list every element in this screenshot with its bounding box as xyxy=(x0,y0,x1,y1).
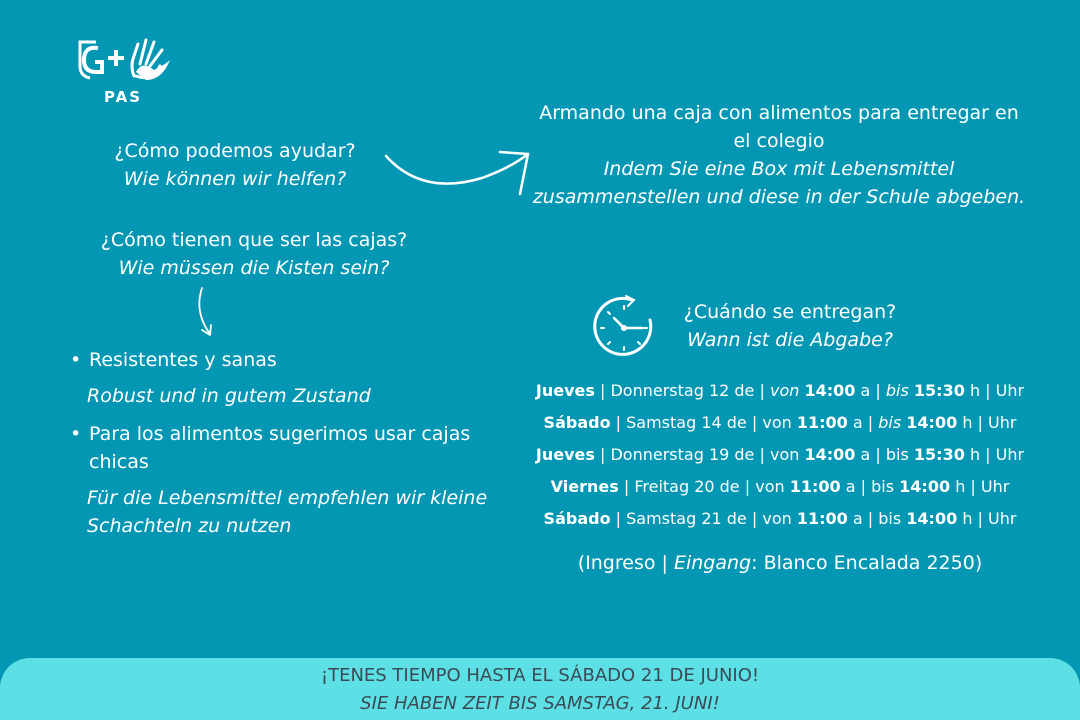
boxes-question-es: ¿Cómo tienen que ser las cajas? xyxy=(100,229,408,251)
when-question-es: ¿Cuándo se entregan? xyxy=(683,301,897,323)
deadline-es: ¡TENES TIEMPO HASTA EL SÁBADO 21 DE JUNIO! xyxy=(320,665,760,686)
requirement-de: Robust und in gutem Zustand xyxy=(87,385,371,407)
logo-subtitle: PAS xyxy=(104,88,143,106)
help-question-de: Wie können wir helfen? xyxy=(123,168,347,190)
list-item xyxy=(70,346,490,374)
when-question xyxy=(662,298,918,354)
schedule-row: Jueves | Donnerstag 19 de | von 14:00 a | bis 15:30 h | Uhr xyxy=(535,445,1025,464)
deadline-de: SIE HABEN ZEIT BIS SAMSTAG, 21. JUNI! xyxy=(360,693,720,714)
schedule-row: Viernes | Freitag 20 de | von 11:00 a | bis 14:00 h | Uhr xyxy=(550,477,1010,496)
schedule-row: Sábado | Samstag 14 de | von 11:00 a | bis 14:00 h | Uhr xyxy=(543,413,1017,432)
help-answer-de: Indem Sie eine Box mit Lebensmittel zusammenstellen und diese in der Schule abgeben. xyxy=(532,158,1026,208)
clock-icon xyxy=(592,294,656,358)
deadline-banner xyxy=(0,658,1080,720)
bullet-icon: • xyxy=(70,423,82,445)
schedule-row: Jueves | Donnerstag 12 de | von 14:00 a | bis 15:30 h | Uhr xyxy=(535,381,1025,400)
schedule-list xyxy=(525,375,1035,535)
curved-arrow-down-icon xyxy=(194,286,220,340)
requirement-es: Para los alimentos sugerimos usar cajas chicas xyxy=(89,423,471,473)
boxes-question-de: Wie müssen die Kisten sein? xyxy=(118,257,390,279)
list-item xyxy=(70,420,490,476)
entrance-address: (Ingreso | Eingang: Blanco Encalada 2250) xyxy=(577,552,983,574)
boxes-question xyxy=(80,226,428,282)
help-answer xyxy=(530,99,1028,211)
bullet-icon: • xyxy=(70,349,82,371)
requirement-es: Resistentes y sanas xyxy=(89,349,277,371)
requirement-de: Für die Lebensmittel empfehlen wir kleine Schachteln zu nutzen xyxy=(87,487,488,537)
help-answer-es: Armando una caja con alimentos para entregar en el colegio xyxy=(539,102,1019,152)
when-question-de: Wann ist die Abgabe? xyxy=(687,329,893,351)
curved-arrow-right-icon xyxy=(382,140,534,202)
help-question xyxy=(90,137,380,193)
box-requirements-list xyxy=(70,346,490,550)
help-question-es: ¿Cómo podemos ayudar? xyxy=(114,140,356,162)
schedule-row: Sábado | Samstag 21 de | von 11:00 a | bis 14:00 h | Uhr xyxy=(543,509,1017,528)
